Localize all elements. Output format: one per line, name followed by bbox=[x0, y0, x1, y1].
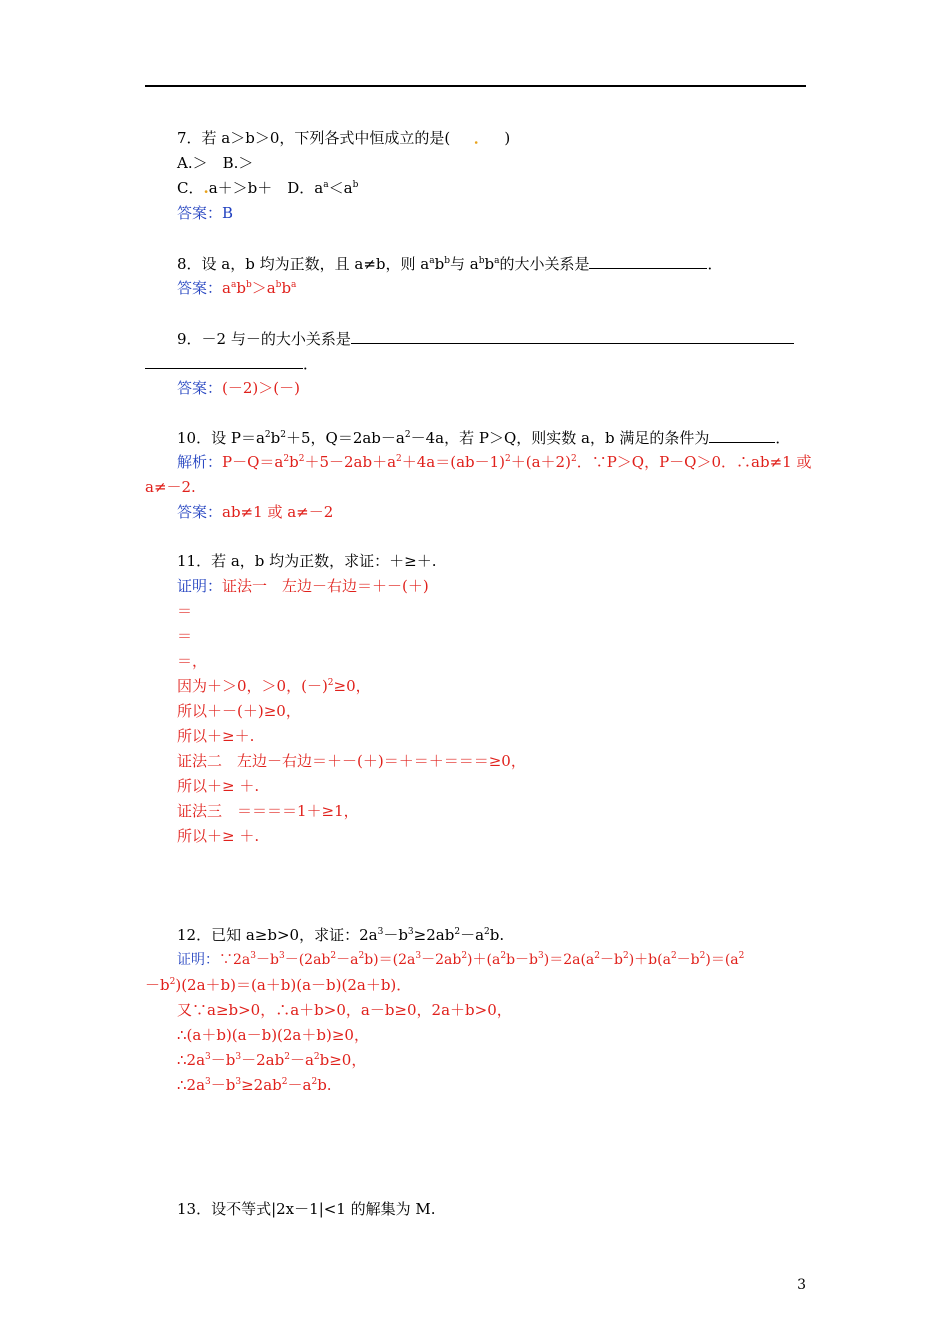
q8-answer-sup2: b bbox=[245, 280, 252, 290]
q12-stem-c: ≥2ab bbox=[413, 926, 455, 944]
q10-stem bbox=[177, 427, 790, 448]
q11-proof-line1-text: 证法一 左边－右边＝＋－(＋) bbox=[222, 577, 429, 595]
q9-stem-text: 9．－2 与－的大小关系是 bbox=[177, 330, 351, 348]
q9-stem-cont bbox=[145, 353, 318, 374]
q12-p6-d: －a bbox=[287, 1076, 312, 1094]
q10-analysis-b: b bbox=[289, 453, 299, 471]
q12-p6-s3: 2 bbox=[281, 1077, 288, 1087]
q11-proof-line3: ＝ bbox=[177, 627, 193, 645]
q7-stem-text: 7．若 a＞b＞0，下列各式中恒成立的是( bbox=[177, 129, 451, 147]
q12-proof-line1-body bbox=[219, 952, 744, 968]
q12-p1-s10: 2 bbox=[622, 951, 629, 961]
q10-stem-a: 10．设 P＝a bbox=[177, 429, 265, 447]
q8-sup4: a bbox=[494, 256, 500, 266]
q8-answer-sup3: b bbox=[275, 280, 282, 290]
q11-proof-line5-text: 因为＋＞0，＞0，(－) bbox=[177, 677, 328, 695]
q11-proof-line5-sup: 2 bbox=[327, 678, 334, 688]
q11-proof-line10: 证法三 ＝＝＝＝1＋≥1， bbox=[177, 802, 359, 820]
q10-answer-blank bbox=[709, 427, 775, 443]
q9-answer-blank bbox=[351, 328, 794, 344]
q12-p5-a: ∴2a bbox=[177, 1051, 206, 1069]
q12-p1-k: )＋b(a bbox=[628, 952, 671, 968]
q12-p1-s6: 2 bbox=[461, 951, 468, 961]
q12-stem-a: 12．已知 a≥b>0，求证：2a bbox=[177, 926, 378, 944]
q12-p1-s3: 2 bbox=[330, 951, 337, 961]
q12-sup1: 3 bbox=[377, 927, 384, 937]
q7-stem bbox=[177, 128, 510, 148]
q12-p1-s13: 2 bbox=[738, 951, 745, 961]
q12-p2-s1: 2 bbox=[169, 977, 176, 987]
q12-p1-j: －b bbox=[600, 952, 623, 968]
q7-opt-d-sup2: b bbox=[352, 180, 359, 190]
q10-sup2: 2 bbox=[280, 430, 286, 440]
q12-p1-c: －(2ab bbox=[284, 952, 331, 968]
q8-answer-sup1: a bbox=[230, 280, 237, 290]
q12-proof-line6 bbox=[177, 1075, 332, 1095]
q8-answer bbox=[177, 278, 296, 298]
q12-p1-s12: 2 bbox=[699, 951, 706, 961]
q12-p1-s8: 3 bbox=[538, 951, 544, 961]
q11-proof-line4: ＝， bbox=[177, 652, 208, 670]
q7-opt-d-sup1: a bbox=[323, 180, 329, 190]
q12-p5-c: －2ab bbox=[241, 1051, 285, 1069]
q12-p5-s4: 2 bbox=[313, 1052, 320, 1062]
q12-p6-e: b. bbox=[317, 1076, 332, 1094]
q8-answer-label: 答案： bbox=[177, 279, 223, 297]
q12-p6-c: ≥2ab bbox=[241, 1076, 282, 1094]
q13-stem: 13．设不等式|2x－1|<1 的解集为 M. bbox=[177, 1200, 436, 1218]
q10-analysis-f: ．∵P＞Q，P－Q＞0．∴ab≠1 或 bbox=[576, 453, 812, 471]
q10-analysis-e: ＋(a＋2) bbox=[510, 453, 571, 471]
q12-stem-e: b. bbox=[489, 926, 505, 944]
q8-mid1: b bbox=[434, 255, 445, 273]
q9-answer-value: (－2)＞(－) bbox=[222, 379, 300, 397]
q8-stem-a: 8．设 a，b 均为正数，且 a≠b，则 a bbox=[177, 255, 430, 273]
q12-proof-line5 bbox=[177, 1050, 366, 1070]
q10-analysis-c: ＋5－2ab＋a bbox=[304, 453, 397, 471]
q7-opt-c-dot: . bbox=[203, 179, 209, 197]
q12-proof-line4: ∴(a＋b)(a－b)(2a＋b)≥0， bbox=[177, 1026, 369, 1044]
q12-stem-b: －b bbox=[383, 926, 408, 944]
q10-analysis-a: P－Q＝a bbox=[222, 453, 284, 471]
q10-analysis-label: 解析： bbox=[177, 453, 223, 471]
q12-sup2: 3 bbox=[407, 927, 414, 937]
q9-answer bbox=[177, 378, 300, 398]
q9-answer-blank-cont bbox=[145, 353, 303, 369]
q12-stem-d: －a bbox=[460, 926, 485, 944]
q11-proof-line1 bbox=[177, 576, 429, 596]
q12-p1-s2: 3 bbox=[278, 951, 285, 961]
q8-answer-d: b bbox=[281, 279, 292, 297]
q8-sup3: b bbox=[478, 256, 485, 266]
q10-analysis-sup4: 2 bbox=[505, 454, 511, 464]
q12-p1-b: －b bbox=[256, 952, 279, 968]
q12-p5-d: －a bbox=[289, 1051, 314, 1069]
q7-stem-dot: ． bbox=[473, 129, 489, 147]
q8-answer-blank bbox=[589, 253, 707, 269]
q7-options-cd bbox=[177, 178, 358, 198]
q12-p1-l: －b bbox=[676, 952, 700, 968]
q8-mid2: 与 a bbox=[449, 255, 479, 273]
q10-analysis-line2: a≠－2. bbox=[145, 478, 196, 496]
q12-p1-i: )＝2a(a bbox=[543, 952, 595, 968]
q11-proof-line9: 所以＋≥ ＋. bbox=[177, 777, 260, 795]
q8-mid3: b bbox=[484, 255, 495, 273]
q12-proof-line3: 又∵a≥b>0，∴a＋b>0，a－b≥0，2a＋b>0， bbox=[177, 1001, 512, 1019]
q12-proof-line1 bbox=[177, 950, 744, 970]
q7-stem-close: ) bbox=[504, 129, 511, 147]
q11-proof-line8: 证法二 左边－右边＝＋－(＋)＝＋＝＋＝＝＝≥0， bbox=[177, 752, 526, 770]
q10-stem-b: b bbox=[270, 429, 281, 447]
q10-analysis-body bbox=[222, 453, 811, 471]
q11-proof-line11: 所以＋≥ ＋. bbox=[177, 827, 260, 845]
q10-analysis-sup1: 2 bbox=[283, 454, 290, 464]
q12-sup3: 2 bbox=[454, 927, 461, 937]
q12-p1-m: )＝(a bbox=[705, 952, 739, 968]
q8-answer-a: a bbox=[222, 279, 231, 297]
q10-sup3: 2 bbox=[404, 430, 411, 440]
q8-answer-sup4: a bbox=[291, 280, 297, 290]
q10-analysis-sup5: 2 bbox=[570, 454, 577, 464]
q12-p2-a: －b bbox=[145, 976, 170, 994]
q8-answer-c: ＞a bbox=[251, 279, 276, 297]
q8-sup1: a bbox=[429, 256, 435, 266]
q12-p5-s1: 3 bbox=[205, 1052, 211, 1062]
q7-opt-c-prefix: C． bbox=[177, 179, 204, 197]
q11-stem: 11．若 a，b 均为正数，求证：＋≥＋. bbox=[177, 552, 437, 570]
q12-p1-d: －a bbox=[336, 952, 359, 968]
q7-opt-d-mid: ＜a bbox=[328, 179, 353, 197]
q12-sup4: 2 bbox=[484, 927, 490, 937]
q8-answer-value bbox=[222, 279, 296, 297]
q11-proof-line6: 所以＋－(＋)≥0， bbox=[177, 702, 301, 720]
q7-answer-label: 答案： bbox=[177, 204, 223, 222]
q12-p6-s2: 3 bbox=[235, 1077, 242, 1087]
q7-answer-value: B bbox=[222, 204, 234, 222]
q12-p5-s2: 3 bbox=[235, 1052, 242, 1062]
q12-p1-s11: 2 bbox=[670, 951, 677, 961]
q10-analysis-sup3: 2 bbox=[396, 454, 402, 464]
q11-proof-line5-end: ≥0， bbox=[333, 677, 371, 695]
q12-p5-b: －b bbox=[210, 1051, 236, 1069]
q11-proof-line2: ＝ bbox=[177, 602, 193, 620]
q8-stem bbox=[177, 253, 722, 274]
q12-p5-s3: 2 bbox=[284, 1052, 290, 1062]
q8-sup2: b bbox=[444, 256, 450, 266]
q10-sup1: 2 bbox=[264, 430, 271, 440]
q10-analysis-d: ＋4a＝(ab－1) bbox=[401, 453, 506, 471]
q12-p2-b: )(2a＋b)＝(a＋b)(a－b)(2a＋b)． bbox=[175, 976, 412, 994]
q12-stem bbox=[177, 925, 504, 945]
q9-stem-end: ． bbox=[303, 355, 319, 373]
q12-p6-a: ∴2a bbox=[177, 1076, 206, 1094]
q12-proof-label: 证明： bbox=[177, 952, 219, 968]
q10-answer-label: 答案： bbox=[177, 503, 223, 521]
q9-answer-label: 答案： bbox=[177, 379, 223, 397]
q8-answer-b: b bbox=[236, 279, 246, 297]
q12-p1-s4: 2 bbox=[358, 951, 365, 961]
q7-opt-c-rest: a＋＞b＋ D．a bbox=[208, 179, 324, 197]
q10-answer bbox=[177, 502, 333, 522]
q12-p6-b: －b bbox=[210, 1076, 236, 1094]
q12-p6-s4: 2 bbox=[311, 1077, 318, 1087]
q12-proof-line2 bbox=[145, 975, 411, 995]
q12-p1-s9: 2 bbox=[594, 951, 600, 961]
q12-p5-e: b≥0， bbox=[319, 1051, 367, 1069]
q12-p1-e: b)＝(2a bbox=[364, 952, 416, 968]
q12-p1-s1: 3 bbox=[250, 951, 256, 961]
q12-p1-s7: 2 bbox=[500, 951, 507, 961]
q10-stem-d: －4a，若 P＞Q，则实数 a，b 满足的条件为 bbox=[410, 429, 710, 447]
q8-stem-b: 的大小关系是 bbox=[499, 255, 590, 273]
page-number: 3 bbox=[797, 1277, 806, 1293]
q12-p1-g: )＋(a bbox=[467, 952, 501, 968]
q12-p1-f: －2ab bbox=[421, 952, 462, 968]
q11-proof-label: 证明： bbox=[177, 577, 223, 595]
header-rule bbox=[145, 85, 806, 87]
q12-p1-h: b－b bbox=[506, 952, 538, 968]
q7-answer bbox=[177, 203, 233, 223]
q12-p6-s1: 3 bbox=[205, 1077, 211, 1087]
q8-stem-end: ． bbox=[707, 255, 723, 273]
q12-p1-a: ∵2a bbox=[219, 952, 251, 968]
q11-proof-line7: 所以＋≥＋. bbox=[177, 727, 255, 745]
q12-p1-s5: 3 bbox=[415, 951, 422, 961]
q9-stem bbox=[177, 328, 794, 349]
q10-stem-c: ＋5，Q＝2ab－a bbox=[285, 429, 405, 447]
q7-options-ab: A.＞ B.＞ bbox=[177, 154, 254, 172]
q10-analysis-sup2: 2 bbox=[298, 454, 305, 464]
q10-answer-value: ab≠1 或 a≠－2 bbox=[222, 503, 334, 521]
q10-analysis bbox=[177, 452, 811, 472]
q10-stem-end: ． bbox=[775, 429, 791, 447]
q11-proof-line5 bbox=[177, 676, 371, 696]
